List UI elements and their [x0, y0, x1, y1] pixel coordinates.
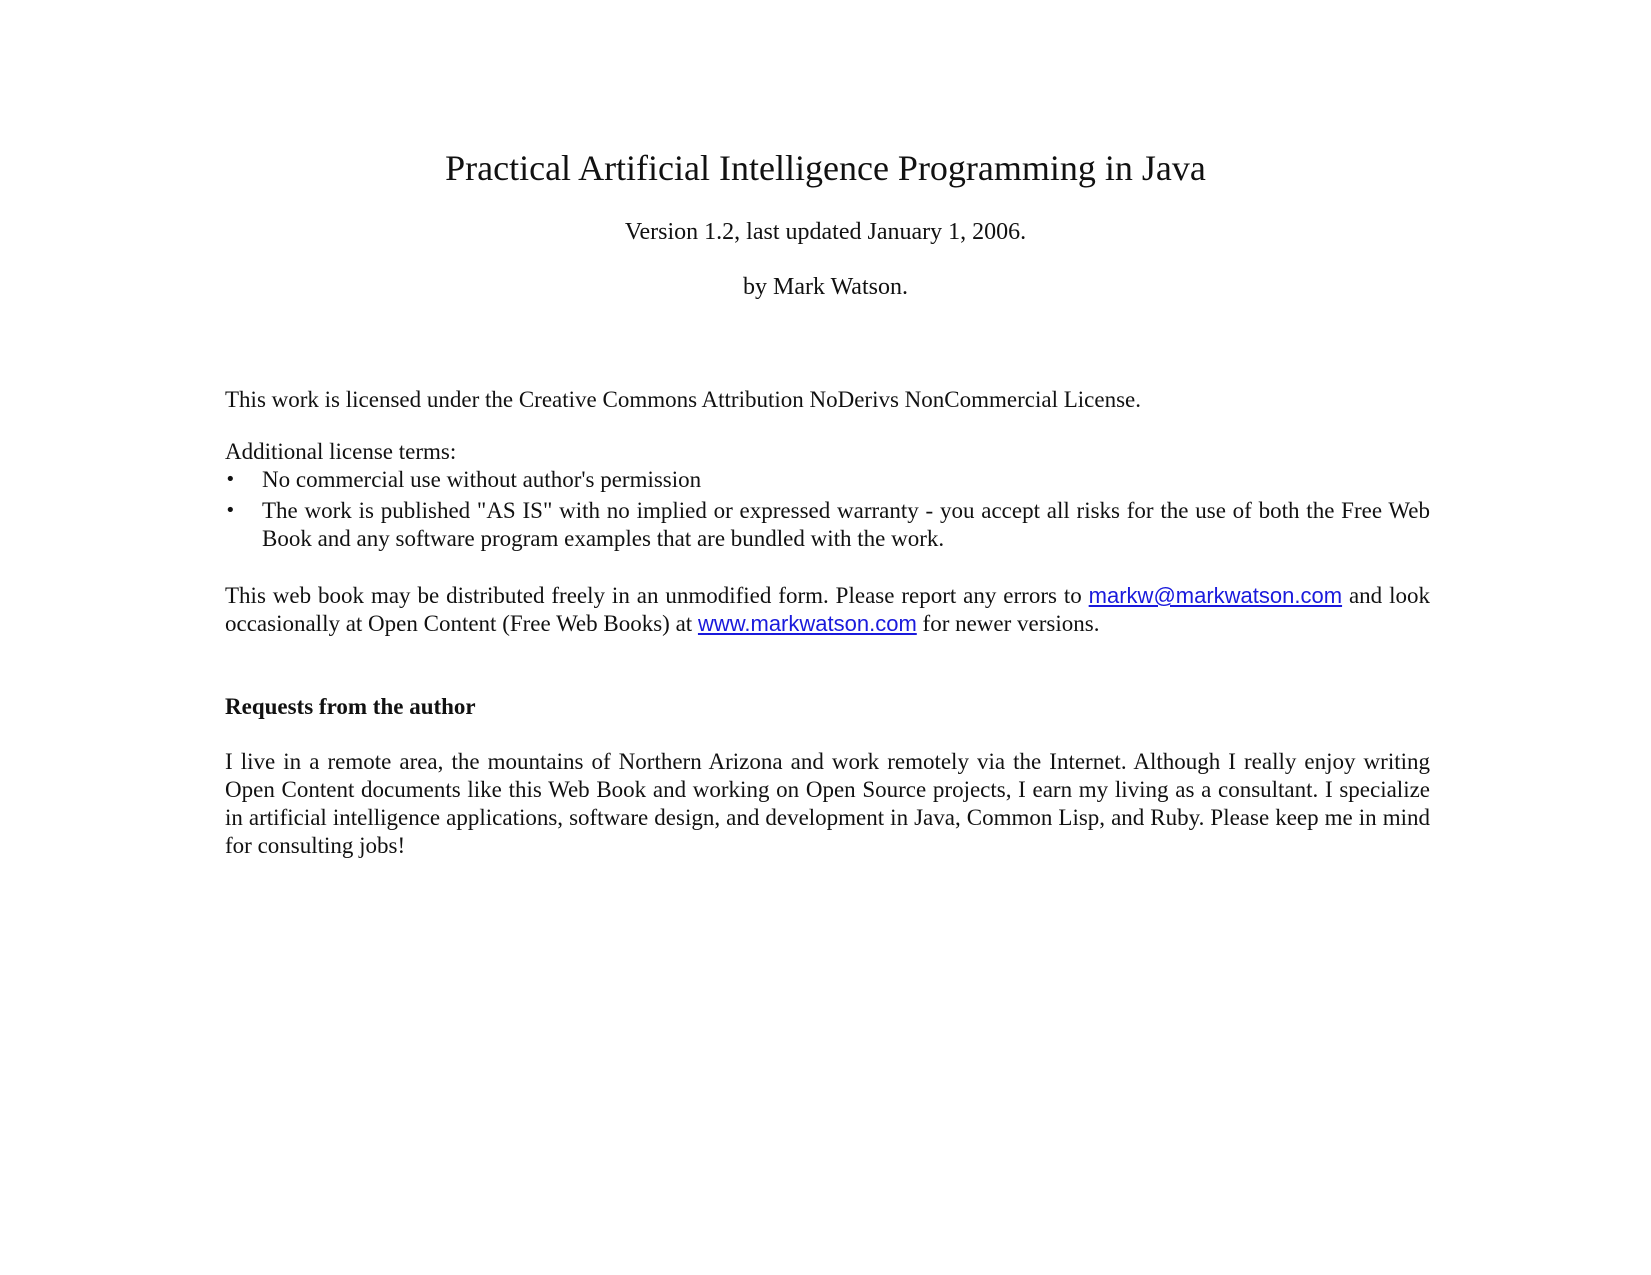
distribution-text: and look occasionally at Open Content (Free Web Books) at — [225, 583, 1430, 636]
license-statement: This work is licensed under the Creative Commons Attribution NoDerivs NonCommercial License. — [225, 387, 1141, 412]
requests-heading: Requests from the author — [225, 694, 476, 719]
license-terms-list — [225, 466, 1430, 556]
distribution-text: This web book may be distributed freely in an unmodified form. Please report any errors to — [225, 583, 1089, 608]
license-term-text: No commercial use without author's permission — [262, 467, 702, 492]
website-link[interactable]: www.markwatson.com — [697, 611, 917, 636]
bullet-icon: • — [225, 469, 236, 490]
document-title: Practical Artificial Intelligence Programming in Java — [445, 148, 1206, 188]
requests-paragraph: I live in a remote area, the mountains of Northern Arizona and work remotely via the Internet. Although I really enjoy writing Open Content documents like this Web Book and working on Open Source projects, I earn my living as a consultant. I specialize in artificial intelligence applications, software design, and development in Java, Common Lisp, and Ruby. Please keep me in mind for consulting jobs! — [225, 749, 1430, 858]
license-term-text: The work is published "AS IS" with no implied or expressed warranty - you accept all risks for the use of both the Free Web Book and any software program examples that are bundled with the work. — [262, 498, 1430, 551]
license-term-item — [225, 466, 1430, 494]
license-terms-heading: Additional license terms: — [225, 439, 457, 464]
distribution-text: for newer versions. — [916, 611, 1100, 636]
bullet-icon: • — [225, 500, 236, 521]
author-line: by Mark Watson. — [743, 274, 908, 300]
license-term-item — [225, 497, 1430, 553]
email-link[interactable]: markw@markwatson.com — [1088, 583, 1343, 608]
distribution-paragraph — [225, 582, 1430, 638]
version-line: Version 1.2, last updated January 1, 2006. — [624, 219, 1027, 245]
